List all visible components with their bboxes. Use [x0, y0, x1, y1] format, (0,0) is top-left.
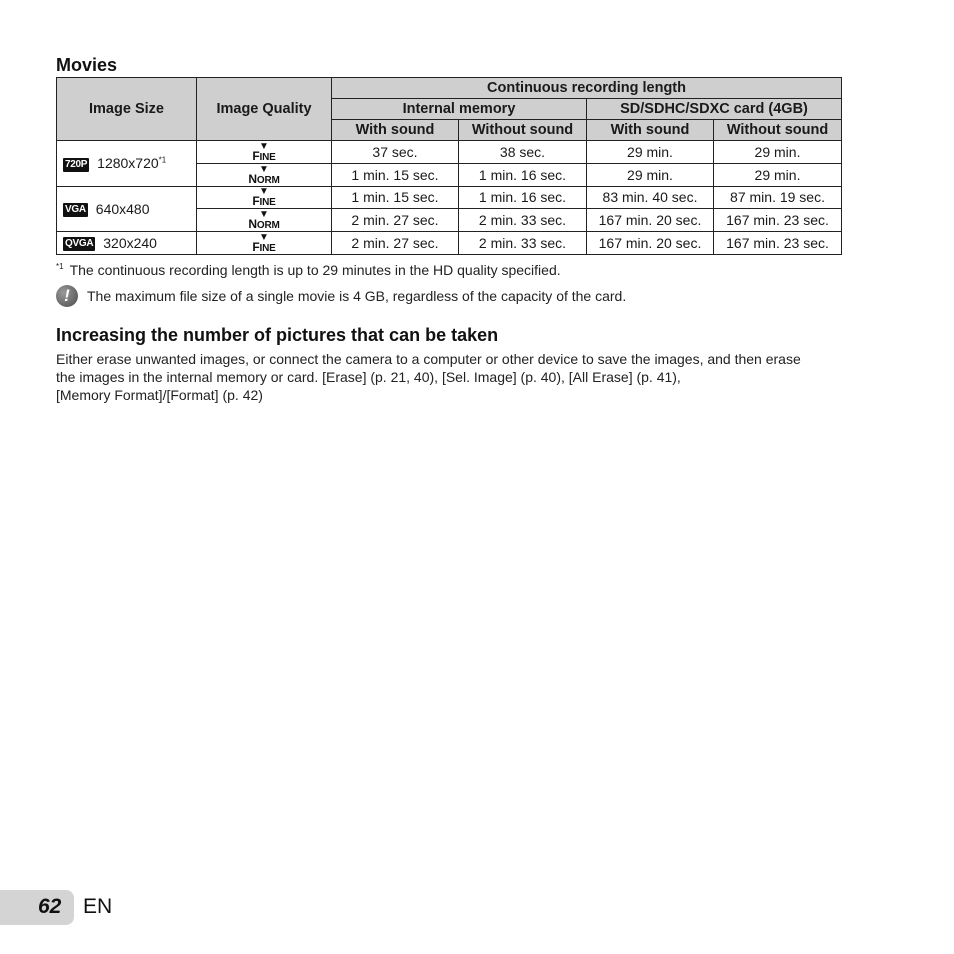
value-cell: 2 min. 33 sec.	[459, 232, 587, 255]
image-size-label: 320x240	[103, 235, 157, 252]
header-card: SD/SDHC/SDXC card (4GB)	[587, 99, 842, 120]
value-cell: 29 min.	[587, 141, 714, 164]
header-internal-memory: Internal memory	[332, 99, 587, 120]
paragraph-line: the images in the internal memory or card. [Erase] (p. 21, 40), [Sel. Image] (p. 40), [All Erase] (p. 41),	[56, 369, 681, 385]
fine-quality-icon: ▼ FINE	[252, 231, 276, 254]
image-size-cell	[57, 186, 197, 232]
value-cell: 29 min.	[714, 141, 842, 164]
header-card-without-sound: Without sound	[714, 120, 842, 141]
header-internal-without-sound: Without sound	[459, 120, 587, 141]
header-image-size: Image Size	[57, 78, 197, 141]
value-cell: 167 min. 20 sec.	[587, 232, 714, 255]
movie-recording-table	[56, 77, 842, 255]
image-size-label: 640x480	[95, 200, 150, 217]
image-size-label: 1280x720	[97, 155, 159, 172]
footnote-text: The continuous recording length is up to 29 minutes in the HD quality specified.	[69, 262, 561, 278]
quality-cell	[197, 232, 332, 255]
page-number-tab	[0, 890, 74, 925]
value-cell: 38 sec.	[459, 141, 587, 164]
movie-qvga-icon: QVGA	[65, 238, 94, 250]
table-row	[57, 186, 842, 209]
section-title-increasing: Increasing the number of pictures that can be taken	[56, 325, 499, 345]
table-row	[57, 141, 842, 164]
page-number: 62	[38, 895, 62, 918]
value-cell: 167 min. 23 sec.	[714, 232, 842, 255]
footnote-ref: *1	[158, 155, 167, 165]
normal-quality-icon: ▼ NORM	[248, 163, 280, 186]
caution-note	[56, 284, 626, 308]
fine-quality-icon: ▼ FINE	[252, 140, 276, 163]
value-cell: 83 min. 40 sec.	[587, 186, 714, 209]
image-size-cell	[57, 232, 197, 255]
paragraph-line: Either erase unwanted images, or connect the camera to a computer or other device to save the images, and then erase	[56, 351, 801, 367]
body-paragraph	[56, 350, 886, 404]
value-cell: 1 min. 16 sec.	[459, 163, 587, 186]
quality-cell	[197, 141, 332, 164]
value-cell: 167 min. 20 sec.	[587, 209, 714, 232]
movie-720p-icon: 720P	[65, 158, 88, 170]
paragraph-line: [Memory Format]/[Format] (p. 42)	[56, 387, 263, 403]
caution-icon: !	[56, 285, 78, 307]
movie-vga-icon: VGA	[65, 204, 86, 216]
footnote-marker: *1	[56, 262, 64, 272]
value-cell: 29 min.	[587, 163, 714, 186]
value-cell: 1 min. 15 sec.	[332, 186, 459, 209]
value-cell: 2 min. 33 sec.	[459, 209, 587, 232]
value-cell: 2 min. 27 sec.	[332, 209, 459, 232]
quality-cell	[197, 163, 332, 186]
value-cell: 1 min. 16 sec.	[459, 186, 587, 209]
value-cell: 37 sec.	[332, 141, 459, 164]
footnote	[56, 262, 561, 278]
header-card-with-sound: With sound	[587, 120, 714, 141]
quality-cell	[197, 186, 332, 209]
fine-quality-icon: ▼ FINE	[252, 186, 276, 209]
quality-cell	[197, 209, 332, 232]
header-continuous-recording: Continuous recording length	[332, 78, 842, 99]
table-row	[57, 232, 842, 255]
normal-quality-icon: ▼ NORM	[248, 209, 280, 232]
caution-text: The maximum file size of a single movie is 4 GB, regardless of the capacity of the card.	[87, 288, 627, 304]
section-title-movies: Movies	[56, 55, 118, 75]
page-language: EN	[83, 895, 113, 918]
header-internal-with-sound: With sound	[332, 120, 459, 141]
value-cell: 29 min.	[714, 163, 842, 186]
value-cell: 2 min. 27 sec.	[332, 232, 459, 255]
header-image-quality: Image Quality	[197, 78, 332, 141]
image-size-cell	[57, 141, 197, 187]
value-cell: 1 min. 15 sec.	[332, 163, 459, 186]
value-cell: 167 min. 23 sec.	[714, 209, 842, 232]
value-cell: 87 min. 19 sec.	[714, 186, 842, 209]
